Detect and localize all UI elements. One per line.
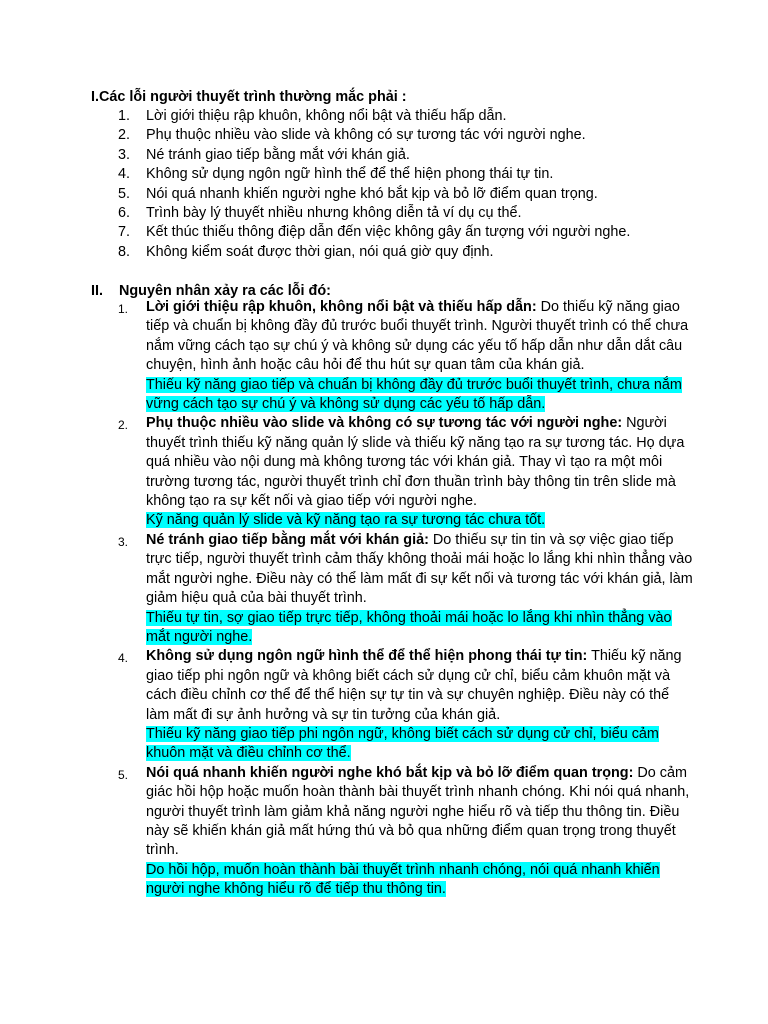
- list-item: [118, 146, 630, 165]
- highlight-summary: [146, 861, 694, 900]
- cause-lead: Phụ thuộc nhiều vào slide và không có sự tương tác với người nghe:: [146, 415, 623, 432]
- list-text: Trình bày lý thuyết nhiều nhưng không diễn tả ví dụ cụ thể.: [146, 205, 522, 222]
- cause-item: [118, 764, 698, 900]
- highlight-text: Thiếu kỹ năng giao tiếp và chuẩn bị không đầy đủ trước buổi thuyết trình, chưa nắm vững cách tạo sự chú ý và không sử dụng các yếu tố hấp dẫn.: [146, 376, 682, 413]
- cause-body: [146, 298, 694, 414]
- cause-text: Do thiếu sự tin tin và sợ việc giao tiếp trực tiếp, người thuyết trình cảm thấy không thoải mái hoặc lo lắng khi nhìn thẳng vào mắt người nghe. Điều này có thể làm mất đi sự kết nối và tương tác với khán giả, làm giảm hiệu quả của bài thuyết trình.: [146, 531, 693, 607]
- list-item: [118, 126, 630, 145]
- list-number: 7.: [118, 224, 131, 241]
- list-number: 4.: [118, 651, 129, 666]
- cause-item: [118, 414, 698, 530]
- list-text: Không kiểm soát được thời gian, nói quá giờ quy định.: [146, 243, 494, 260]
- section-2-number: II.: [91, 283, 103, 299]
- cause-item: [118, 298, 698, 414]
- list-number: 1.: [118, 302, 129, 316]
- list-item: [118, 204, 630, 223]
- cause-paragraph: [146, 764, 694, 861]
- list-number: 3.: [118, 146, 131, 163]
- highlight-text: Thiếu kỹ năng giao tiếp phi ngôn ngữ, không biết cách sử dụng cử chỉ, biểu cảm khuôn mặt và điều chỉnh cơ thể.: [146, 725, 659, 762]
- list-number: 2.: [118, 418, 129, 433]
- list-item: [118, 107, 630, 126]
- list-item: [118, 185, 630, 204]
- cause-paragraph: [146, 531, 694, 609]
- cause-paragraph: [146, 298, 694, 376]
- highlight-summary: [146, 511, 694, 530]
- cause-body: [146, 414, 694, 530]
- cause-body: [146, 647, 694, 763]
- cause-text: Do cảm giác hồi hộp hoặc muốn hoàn thành bài thuyết trình nhanh chóng. Khi nói quá nhanh, người thuyết trình làm giảm khả năng người nghe hiểu rõ và tiếp thu thông tin. Điều này sẽ khiến khán giả mất hứng thú và bỏ qua những điểm quan trọng trong thuyết trình.: [146, 764, 690, 859]
- error-list: [118, 107, 630, 262]
- cause-lead: Lời giới thiệu rập khuôn, không nổi bật và thiếu hấp dẫn:: [146, 299, 537, 315]
- list-number: 5.: [118, 185, 131, 202]
- cause-text: Người thuyết trình thiếu kỹ năng quản lý slide và thiếu kỹ năng tạo ra sự tương tác. Họ dựa quá nhiều vào nội dung mà không tương tác với khán giả. Thay vì tạo ra một môi trường tương tác, người thuyết trình chỉ đơn thuần trình bày thông tin trên slide mà không tạo ra sự kết nối và giao tiếp với người nghe.: [146, 415, 685, 510]
- list-text: Kết thúc thiếu thông điệp dẫn đến việc không gây ấn tượng với người nghe.: [146, 224, 631, 241]
- highlight-summary: [146, 609, 694, 648]
- cause-list: [118, 298, 698, 900]
- cause-lead: Né tránh giao tiếp bằng mắt với khán giả:: [146, 531, 429, 548]
- cause-text: Do thiếu kỹ năng giao tiếp và chuẩn bị không đầy đủ trước buổi thuyết trình. Người thuyết trình có thể chưa nắm vững cách tạo sự chú ý và không sử dụng các yếu tố hấp dẫn như dẫn dắt câu chuyện, hình ảnh hoặc câu hỏi để thu hút sự quan tâm của khán giả.: [146, 299, 689, 374]
- list-number: 1.: [118, 108, 131, 124]
- cause-paragraph: [146, 414, 694, 511]
- list-number: 4.: [118, 166, 131, 183]
- cause-paragraph: [146, 647, 694, 725]
- cause-text: Thiếu kỹ năng giao tiếp phi ngôn ngữ và không biết cách sử dụng cử chỉ, biểu cảm khuôn mặt và cách điều chỉnh cơ thể để thể hiện sự tự tin và sự chuyên nghiệp. Điều này có thể làm mất đi sự ảnh hưởng và sự tin tưởng của khán giả.: [146, 648, 682, 723]
- list-number: 2.: [118, 127, 131, 144]
- cause-body: [146, 764, 694, 900]
- list-item: [118, 243, 630, 262]
- cause-lead: Nói quá nhanh khiến người nghe khó bắt kịp và bỏ lỡ điểm quan trọng:: [146, 764, 634, 781]
- cause-item: [118, 647, 698, 763]
- highlight-text: Kỹ năng quản lý slide và kỹ năng tạo ra sự tương tác chưa tốt.: [146, 512, 546, 529]
- cause-body: [146, 531, 694, 647]
- list-item: [118, 223, 630, 242]
- list-number: 8.: [118, 243, 131, 260]
- highlight-text: Do hồi hộp, muốn hoàn thành bài thuyết trình nhanh chóng, nói quá nhanh khiến người nghe không hiểu rõ để tiếp thu thông tin.: [146, 861, 660, 898]
- highlight-text: Thiếu tự tin, sợ giao tiếp trực tiếp, không thoải mái hoặc lo lắng khi nhìn thẳng vào mắt người nghe.: [146, 609, 672, 645]
- list-text: Né tránh giao tiếp bằng mắt với khán giả.: [146, 146, 410, 163]
- cause-item: [118, 531, 698, 647]
- section-1-title: I.Các lỗi người thuyết trình thường mắc phải :: [91, 89, 407, 105]
- highlight-summary: [146, 725, 694, 764]
- list-text: Nói quá nhanh khiến người nghe khó bắt kịp và bỏ lỡ điểm quan trọng.: [146, 185, 598, 202]
- cause-lead: Không sử dụng ngôn ngữ hình thể để thể hiện phong thái tự tin:: [146, 648, 588, 665]
- list-number: 5.: [118, 767, 129, 782]
- list-text: Phụ thuộc nhiều vào slide và không có sự tương tác với người nghe.: [146, 127, 586, 144]
- section-2-title: Nguyên nhân xảy ra các lỗi đó:: [119, 283, 331, 299]
- list-number: 6.: [118, 205, 131, 222]
- list-number: 3.: [118, 534, 129, 549]
- list-text: Không sử dụng ngôn ngữ hình thể để thể hiện phong thái tự tin.: [146, 166, 554, 183]
- highlight-summary: [146, 376, 694, 415]
- list-text: Lời giới thiệu rập khuôn, không nổi bật và thiếu hấp dẫn.: [146, 108, 507, 124]
- list-item: [118, 165, 630, 184]
